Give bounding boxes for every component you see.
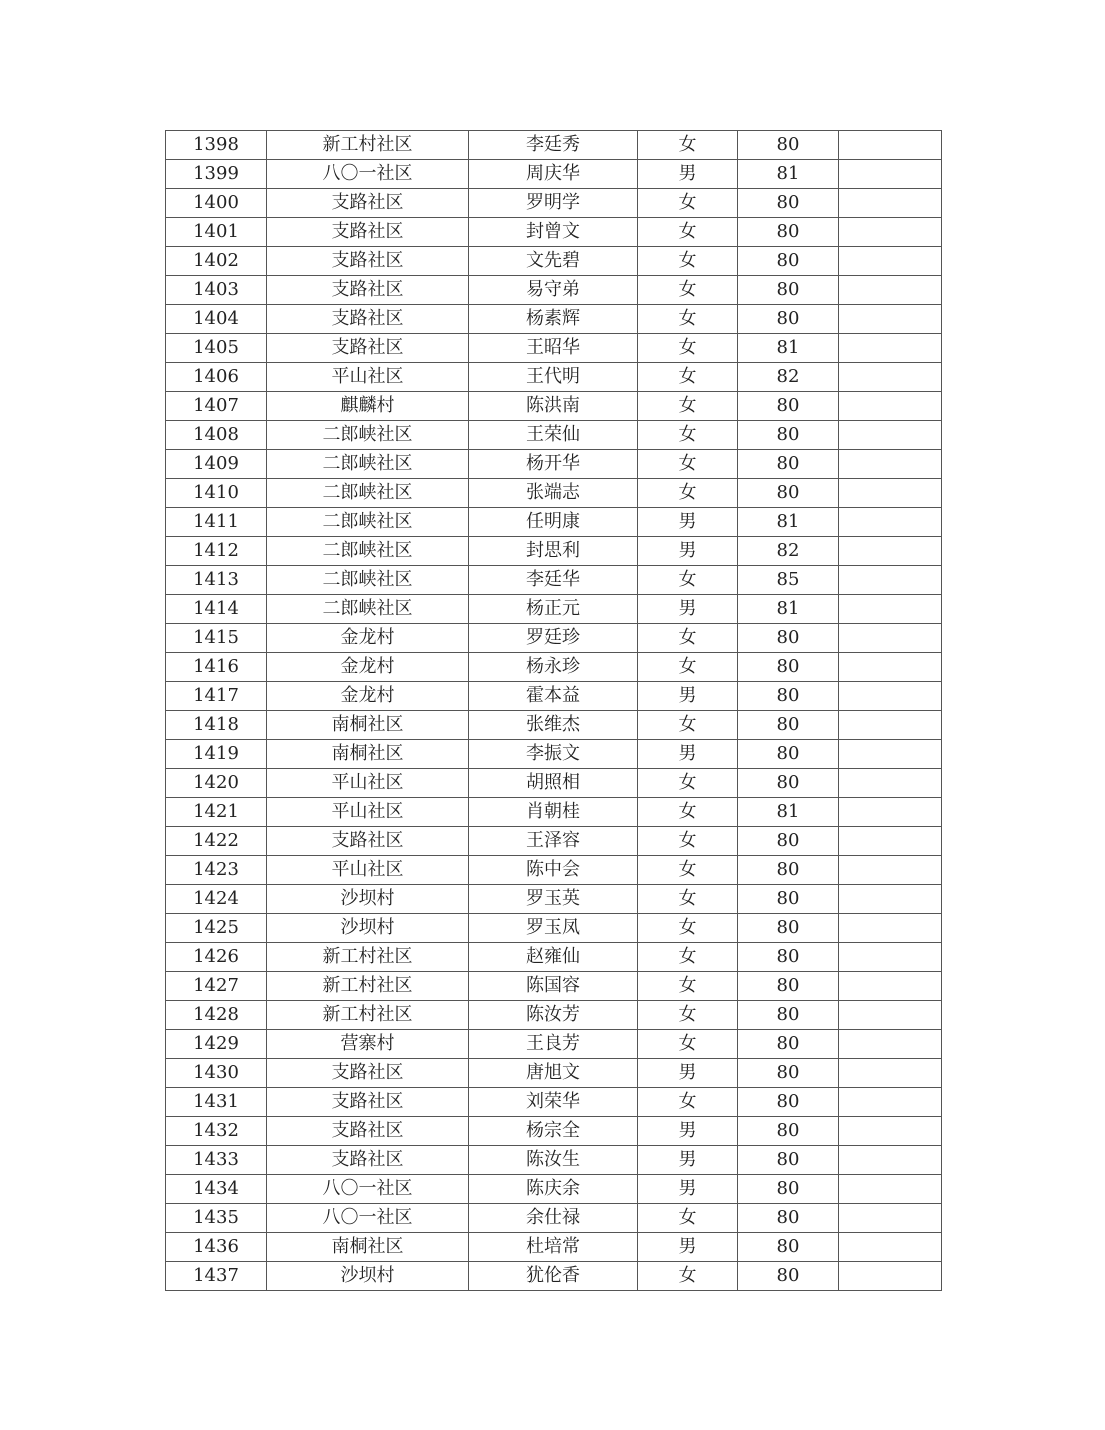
cell-serial-number: 1429 <box>166 1030 267 1059</box>
cell-age: 80 <box>738 1204 839 1233</box>
cell-serial-number: 1437 <box>166 1262 267 1291</box>
cell-age: 82 <box>738 537 839 566</box>
table-row <box>166 305 942 334</box>
cell-community: 新工村社区 <box>267 131 469 160</box>
cell-gender: 女 <box>638 1030 738 1059</box>
cell-remarks <box>839 189 942 218</box>
cell-gender: 女 <box>638 479 738 508</box>
cell-remarks <box>839 827 942 856</box>
cell-serial-number: 1404 <box>166 305 267 334</box>
table-row <box>166 131 942 160</box>
table-row <box>166 827 942 856</box>
cell-serial-number: 1407 <box>166 392 267 421</box>
cell-community: 新工村社区 <box>267 972 469 1001</box>
cell-age: 80 <box>738 392 839 421</box>
cell-person-name: 罗明学 <box>469 189 638 218</box>
cell-gender: 女 <box>638 624 738 653</box>
cell-person-name: 胡照相 <box>469 769 638 798</box>
cell-gender: 女 <box>638 1204 738 1233</box>
cell-community: 营寨村 <box>267 1030 469 1059</box>
cell-community: 新工村社区 <box>267 1001 469 1030</box>
cell-age: 80 <box>738 943 839 972</box>
cell-age: 80 <box>738 914 839 943</box>
cell-remarks <box>839 1233 942 1262</box>
cell-community: 二郎峡社区 <box>267 450 469 479</box>
cell-gender: 女 <box>638 1001 738 1030</box>
cell-serial-number: 1436 <box>166 1233 267 1262</box>
cell-community: 南桐社区 <box>267 1233 469 1262</box>
cell-person-name: 陈中会 <box>469 856 638 885</box>
cell-serial-number: 1416 <box>166 653 267 682</box>
cell-community: 二郎峡社区 <box>267 508 469 537</box>
cell-community: 平山社区 <box>267 769 469 798</box>
cell-person-name: 易守弟 <box>469 276 638 305</box>
table-row <box>166 972 942 1001</box>
cell-age: 85 <box>738 566 839 595</box>
cell-serial-number: 1433 <box>166 1146 267 1175</box>
cell-age: 80 <box>738 769 839 798</box>
cell-gender: 男 <box>638 1146 738 1175</box>
table-row <box>166 1233 942 1262</box>
cell-gender: 女 <box>638 247 738 276</box>
cell-gender: 女 <box>638 885 738 914</box>
cell-person-name: 任明康 <box>469 508 638 537</box>
cell-gender: 男 <box>638 160 738 189</box>
table-row <box>166 566 942 595</box>
cell-community: 南桐社区 <box>267 711 469 740</box>
cell-serial-number: 1430 <box>166 1059 267 1088</box>
cell-community: 二郎峡社区 <box>267 566 469 595</box>
table-row <box>166 914 942 943</box>
cell-gender: 男 <box>638 1233 738 1262</box>
cell-gender: 女 <box>638 392 738 421</box>
cell-remarks <box>839 856 942 885</box>
cell-community: 支路社区 <box>267 247 469 276</box>
cell-serial-number: 1399 <box>166 160 267 189</box>
cell-person-name: 王泽容 <box>469 827 638 856</box>
cell-person-name: 罗玉凤 <box>469 914 638 943</box>
cell-serial-number: 1398 <box>166 131 267 160</box>
cell-remarks <box>839 769 942 798</box>
cell-age: 80 <box>738 682 839 711</box>
table-row <box>166 392 942 421</box>
cell-gender: 男 <box>638 740 738 769</box>
cell-person-name: 陈洪南 <box>469 392 638 421</box>
cell-remarks <box>839 1117 942 1146</box>
cell-community: 二郎峡社区 <box>267 595 469 624</box>
cell-serial-number: 1406 <box>166 363 267 392</box>
cell-person-name: 陈庆余 <box>469 1175 638 1204</box>
cell-age: 80 <box>738 189 839 218</box>
cell-gender: 女 <box>638 856 738 885</box>
table-row <box>166 885 942 914</box>
cell-remarks <box>839 624 942 653</box>
cell-person-name: 李廷华 <box>469 566 638 595</box>
cell-gender: 女 <box>638 827 738 856</box>
table-row <box>166 1204 942 1233</box>
cell-age: 80 <box>738 479 839 508</box>
cell-person-name: 罗廷珍 <box>469 624 638 653</box>
cell-serial-number: 1421 <box>166 798 267 827</box>
cell-gender: 女 <box>638 798 738 827</box>
cell-serial-number: 1410 <box>166 479 267 508</box>
cell-serial-number: 1411 <box>166 508 267 537</box>
cell-serial-number: 1409 <box>166 450 267 479</box>
table-row <box>166 1117 942 1146</box>
cell-remarks <box>839 682 942 711</box>
cell-remarks <box>839 1262 942 1291</box>
cell-person-name: 封思利 <box>469 537 638 566</box>
cell-gender: 女 <box>638 653 738 682</box>
cell-person-name: 杨宗全 <box>469 1117 638 1146</box>
cell-remarks <box>839 1088 942 1117</box>
cell-person-name: 杨开华 <box>469 450 638 479</box>
cell-gender: 女 <box>638 711 738 740</box>
cell-serial-number: 1420 <box>166 769 267 798</box>
cell-age: 80 <box>738 827 839 856</box>
cell-gender: 女 <box>638 218 738 247</box>
cell-serial-number: 1413 <box>166 566 267 595</box>
cell-remarks <box>839 885 942 914</box>
cell-community: 金龙村 <box>267 682 469 711</box>
cell-serial-number: 1432 <box>166 1117 267 1146</box>
cell-serial-number: 1419 <box>166 740 267 769</box>
cell-serial-number: 1431 <box>166 1088 267 1117</box>
cell-gender: 女 <box>638 769 738 798</box>
cell-person-name: 封曾文 <box>469 218 638 247</box>
cell-gender: 男 <box>638 682 738 711</box>
table-row <box>166 334 942 363</box>
cell-community: 金龙村 <box>267 624 469 653</box>
cell-serial-number: 1435 <box>166 1204 267 1233</box>
cell-person-name: 杨正元 <box>469 595 638 624</box>
cell-community: 支路社区 <box>267 305 469 334</box>
cell-gender: 女 <box>638 943 738 972</box>
table-row <box>166 740 942 769</box>
cell-community: 平山社区 <box>267 363 469 392</box>
table-row <box>166 624 942 653</box>
table-row <box>166 247 942 276</box>
table-row <box>166 537 942 566</box>
cell-gender: 女 <box>638 1262 738 1291</box>
cell-remarks <box>839 160 942 189</box>
cell-person-name: 王昭华 <box>469 334 638 363</box>
roster-table-body <box>166 131 942 1291</box>
cell-remarks <box>839 1175 942 1204</box>
cell-serial-number: 1414 <box>166 595 267 624</box>
cell-community: 二郎峡社区 <box>267 421 469 450</box>
cell-person-name: 肖朝桂 <box>469 798 638 827</box>
cell-remarks <box>839 653 942 682</box>
cell-community: 支路社区 <box>267 276 469 305</box>
table-row <box>166 218 942 247</box>
cell-person-name: 霍本益 <box>469 682 638 711</box>
cell-person-name: 王良芳 <box>469 1030 638 1059</box>
cell-gender: 女 <box>638 189 738 218</box>
cell-remarks <box>839 537 942 566</box>
cell-community: 平山社区 <box>267 798 469 827</box>
cell-community: 支路社区 <box>267 1059 469 1088</box>
cell-community: 八〇一社区 <box>267 1175 469 1204</box>
cell-age: 80 <box>738 1117 839 1146</box>
cell-community: 新工村社区 <box>267 943 469 972</box>
cell-age: 80 <box>738 1059 839 1088</box>
cell-community: 八〇一社区 <box>267 160 469 189</box>
cell-gender: 男 <box>638 1059 738 1088</box>
cell-person-name: 陈汝生 <box>469 1146 638 1175</box>
table-row <box>166 769 942 798</box>
cell-age: 80 <box>738 247 839 276</box>
cell-gender: 女 <box>638 566 738 595</box>
table-row <box>166 1001 942 1030</box>
cell-person-name: 余仕禄 <box>469 1204 638 1233</box>
cell-age: 81 <box>738 595 839 624</box>
cell-age: 81 <box>738 160 839 189</box>
cell-person-name: 唐旭文 <box>469 1059 638 1088</box>
cell-community: 沙坝村 <box>267 885 469 914</box>
cell-age: 80 <box>738 421 839 450</box>
cell-serial-number: 1425 <box>166 914 267 943</box>
table-row <box>166 682 942 711</box>
cell-remarks <box>839 363 942 392</box>
cell-community: 平山社区 <box>267 856 469 885</box>
cell-remarks <box>839 798 942 827</box>
cell-gender: 男 <box>638 537 738 566</box>
table-row <box>166 1059 942 1088</box>
table-row <box>166 450 942 479</box>
table-row <box>166 276 942 305</box>
cell-community: 沙坝村 <box>267 914 469 943</box>
cell-gender: 女 <box>638 334 738 363</box>
cell-age: 80 <box>738 1088 839 1117</box>
cell-person-name: 陈汝芳 <box>469 1001 638 1030</box>
cell-serial-number: 1401 <box>166 218 267 247</box>
cell-community: 支路社区 <box>267 334 469 363</box>
cell-age: 82 <box>738 363 839 392</box>
cell-age: 80 <box>738 972 839 1001</box>
cell-serial-number: 1403 <box>166 276 267 305</box>
cell-remarks <box>839 595 942 624</box>
cell-gender: 女 <box>638 363 738 392</box>
cell-person-name: 张维杰 <box>469 711 638 740</box>
table-row <box>166 1088 942 1117</box>
cell-person-name: 文先碧 <box>469 247 638 276</box>
cell-gender: 男 <box>638 1117 738 1146</box>
cell-remarks <box>839 450 942 479</box>
cell-age: 80 <box>738 218 839 247</box>
cell-gender: 男 <box>638 595 738 624</box>
cell-person-name: 刘荣华 <box>469 1088 638 1117</box>
cell-person-name: 罗玉英 <box>469 885 638 914</box>
cell-remarks <box>839 218 942 247</box>
cell-person-name: 杨永珍 <box>469 653 638 682</box>
cell-remarks <box>839 914 942 943</box>
cell-age: 80 <box>738 1233 839 1262</box>
cell-community: 二郎峡社区 <box>267 537 469 566</box>
cell-age: 80 <box>738 1262 839 1291</box>
cell-age: 80 <box>738 450 839 479</box>
cell-serial-number: 1426 <box>166 943 267 972</box>
cell-age: 80 <box>738 856 839 885</box>
cell-serial-number: 1427 <box>166 972 267 1001</box>
cell-gender: 女 <box>638 1088 738 1117</box>
cell-age: 80 <box>738 1146 839 1175</box>
cell-remarks <box>839 479 942 508</box>
cell-community: 支路社区 <box>267 189 469 218</box>
cell-community: 支路社区 <box>267 827 469 856</box>
cell-age: 80 <box>738 624 839 653</box>
cell-gender: 女 <box>638 450 738 479</box>
cell-serial-number: 1412 <box>166 537 267 566</box>
cell-serial-number: 1423 <box>166 856 267 885</box>
cell-serial-number: 1428 <box>166 1001 267 1030</box>
cell-person-name: 赵雍仙 <box>469 943 638 972</box>
cell-remarks <box>839 740 942 769</box>
cell-gender: 女 <box>638 131 738 160</box>
cell-serial-number: 1402 <box>166 247 267 276</box>
cell-age: 80 <box>738 740 839 769</box>
cell-remarks <box>839 972 942 1001</box>
table-row <box>166 653 942 682</box>
cell-remarks <box>839 421 942 450</box>
cell-serial-number: 1415 <box>166 624 267 653</box>
cell-remarks <box>839 1146 942 1175</box>
table-row <box>166 1262 942 1291</box>
cell-gender: 男 <box>638 1175 738 1204</box>
cell-age: 80 <box>738 1001 839 1030</box>
table-row <box>166 798 942 827</box>
cell-remarks <box>839 276 942 305</box>
cell-community: 沙坝村 <box>267 1262 469 1291</box>
cell-person-name: 陈国容 <box>469 972 638 1001</box>
elderly-roster-table <box>165 130 942 1291</box>
cell-remarks <box>839 943 942 972</box>
cell-serial-number: 1424 <box>166 885 267 914</box>
cell-remarks <box>839 1204 942 1233</box>
cell-community: 二郎峡社区 <box>267 479 469 508</box>
cell-gender: 女 <box>638 972 738 1001</box>
table-row <box>166 508 942 537</box>
cell-age: 80 <box>738 131 839 160</box>
cell-serial-number: 1405 <box>166 334 267 363</box>
cell-person-name: 杜培常 <box>469 1233 638 1262</box>
cell-remarks <box>839 508 942 537</box>
table-row <box>166 1175 942 1204</box>
cell-serial-number: 1418 <box>166 711 267 740</box>
cell-age: 80 <box>738 653 839 682</box>
cell-person-name: 李廷秀 <box>469 131 638 160</box>
cell-person-name: 张端志 <box>469 479 638 508</box>
cell-remarks <box>839 1059 942 1088</box>
table-row <box>166 479 942 508</box>
cell-community: 麒麟村 <box>267 392 469 421</box>
cell-person-name: 杨素辉 <box>469 305 638 334</box>
cell-serial-number: 1417 <box>166 682 267 711</box>
cell-person-name: 王荣仙 <box>469 421 638 450</box>
table-row <box>166 189 942 218</box>
table-row <box>166 1030 942 1059</box>
cell-age: 80 <box>738 276 839 305</box>
cell-person-name: 周庆华 <box>469 160 638 189</box>
table-row <box>166 856 942 885</box>
cell-remarks <box>839 1030 942 1059</box>
cell-remarks <box>839 247 942 276</box>
table-row <box>166 421 942 450</box>
cell-age: 80 <box>738 885 839 914</box>
cell-community: 金龙村 <box>267 653 469 682</box>
cell-age: 80 <box>738 1030 839 1059</box>
cell-serial-number: 1408 <box>166 421 267 450</box>
cell-person-name: 犹伦香 <box>469 1262 638 1291</box>
cell-remarks <box>839 131 942 160</box>
cell-remarks <box>839 334 942 363</box>
cell-gender: 女 <box>638 421 738 450</box>
cell-remarks <box>839 305 942 334</box>
cell-community: 支路社区 <box>267 1088 469 1117</box>
cell-community: 八〇一社区 <box>267 1204 469 1233</box>
cell-serial-number: 1422 <box>166 827 267 856</box>
cell-age: 80 <box>738 305 839 334</box>
cell-gender: 男 <box>638 508 738 537</box>
cell-age: 80 <box>738 711 839 740</box>
cell-person-name: 李振文 <box>469 740 638 769</box>
cell-age: 81 <box>738 508 839 537</box>
cell-gender: 女 <box>638 276 738 305</box>
cell-remarks <box>839 392 942 421</box>
cell-community: 支路社区 <box>267 1117 469 1146</box>
cell-serial-number: 1400 <box>166 189 267 218</box>
table-row <box>166 363 942 392</box>
table-row <box>166 160 942 189</box>
cell-serial-number: 1434 <box>166 1175 267 1204</box>
cell-community: 南桐社区 <box>267 740 469 769</box>
table-row <box>166 711 942 740</box>
cell-community: 支路社区 <box>267 1146 469 1175</box>
table-row <box>166 595 942 624</box>
table-row <box>166 1146 942 1175</box>
cell-remarks <box>839 566 942 595</box>
cell-age: 81 <box>738 334 839 363</box>
cell-remarks <box>839 711 942 740</box>
table-row <box>166 943 942 972</box>
cell-person-name: 王代明 <box>469 363 638 392</box>
cell-age: 81 <box>738 798 839 827</box>
cell-remarks <box>839 1001 942 1030</box>
cell-age: 80 <box>738 1175 839 1204</box>
cell-gender: 女 <box>638 914 738 943</box>
cell-community: 支路社区 <box>267 218 469 247</box>
cell-gender: 女 <box>638 305 738 334</box>
